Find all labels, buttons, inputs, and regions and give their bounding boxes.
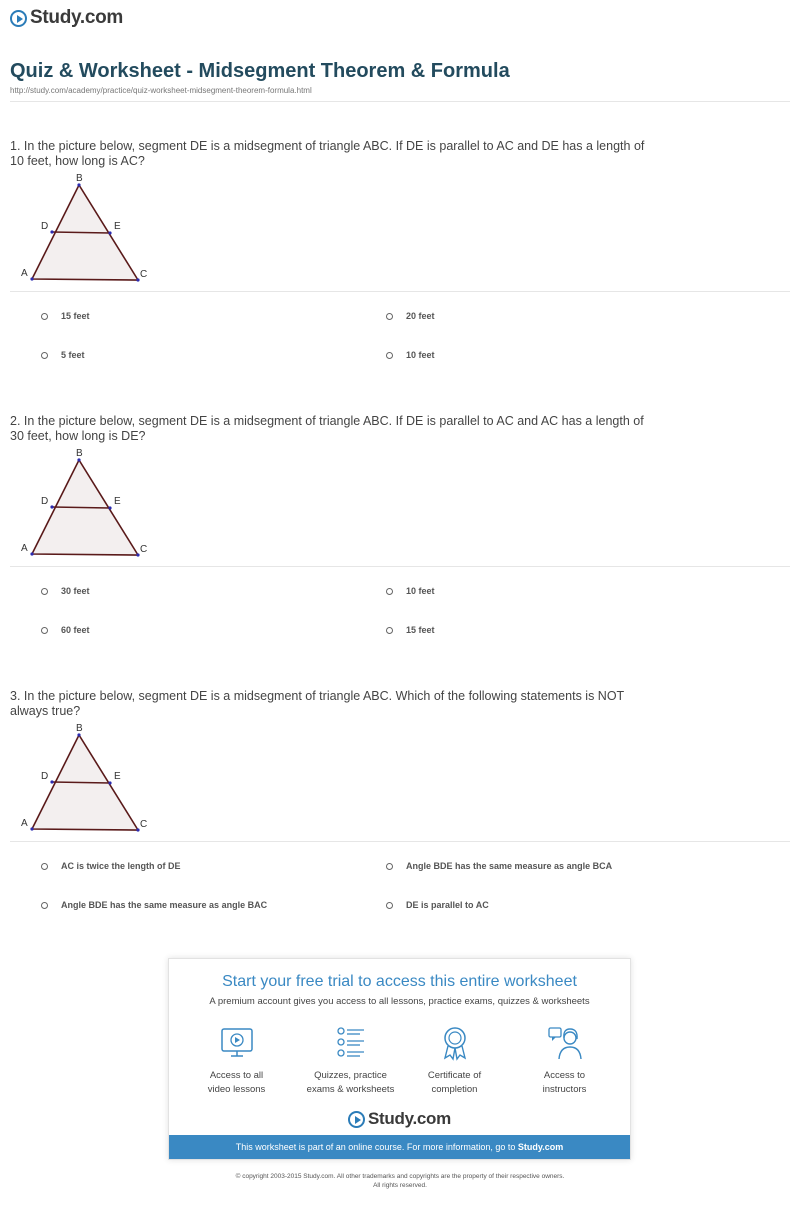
answer-label: 60 feet (61, 625, 90, 635)
feature-label: Certificate of completion (427, 1070, 482, 1095)
answer-label: Angle BDE has the same measure as angle BCA (406, 861, 613, 871)
feature-video-lessons (179, 1025, 294, 1097)
radio-button[interactable] (41, 863, 48, 870)
label-b: B (76, 723, 83, 734)
label-c: C (140, 544, 148, 555)
play-circle-icon (10, 10, 27, 27)
label-a: A (21, 543, 28, 554)
logo-text: Study.com (30, 7, 124, 28)
label-a: A (21, 268, 28, 279)
label-c: C (140, 269, 148, 280)
answer-label: DE is parallel to AC (406, 900, 489, 910)
copyright-line-2: All rights reserved. (373, 1182, 427, 1189)
label-d: D (41, 221, 49, 232)
answer-label: 15 feet (61, 311, 90, 321)
answer-option[interactable] (386, 311, 435, 321)
certificate-icon (437, 1025, 473, 1061)
feature-label: Quizzes, practice exams & worksheets (306, 1070, 395, 1095)
label-e: E (114, 221, 121, 232)
promo-studycom-logo[interactable] (169, 1109, 630, 1129)
answer-option[interactable] (41, 861, 181, 871)
radio-button[interactable] (41, 627, 48, 634)
studycom-link[interactable]: Study.com (517, 1142, 564, 1152)
answer-label: 20 feet (406, 311, 435, 321)
feature-label: Access to instructors (542, 1070, 587, 1095)
answer-option[interactable] (386, 586, 435, 596)
question-3-text: 3. In the picture below, segment DE is a midsegment of triangle ABC. Which of the following statements is NOT always true? (10, 689, 624, 718)
triangle-figure-3 (18, 722, 153, 837)
answer-option[interactable] (386, 625, 435, 635)
radio-button[interactable] (386, 313, 393, 320)
answer-label: AC is twice the length of DE (61, 861, 181, 871)
answer-label: 10 feet (406, 586, 435, 596)
answer-option[interactable] (41, 311, 90, 321)
feature-certificate (397, 1025, 512, 1097)
answer-label: 15 feet (406, 625, 435, 635)
feature-quizzes (293, 1025, 408, 1097)
label-d: D (41, 771, 49, 782)
radio-button[interactable] (41, 588, 48, 595)
radio-button[interactable] (41, 352, 48, 359)
label-c: C (140, 819, 148, 830)
answer-option[interactable] (41, 625, 90, 635)
label-e: E (114, 496, 121, 507)
feature-label: Access to all video lessons (207, 1070, 266, 1095)
divider (10, 566, 790, 567)
answer-label: 10 feet (406, 350, 435, 360)
radio-button[interactable] (386, 863, 393, 870)
divider (10, 291, 790, 292)
promo-logo-text: Study.com (368, 1109, 451, 1128)
question-1-text: 1. In the picture below, segment DE is a midsegment of triangle ABC. If DE is parallel to AC and DE has a length of 10 feet, how long is AC? (10, 139, 645, 168)
play-circle-icon (348, 1111, 365, 1128)
copyright-line-1: © copyright 2003-2015 Study.com. All other trademarks and copyrights are the property of their respective owners. (235, 1173, 565, 1180)
triangle-figure-1 (18, 172, 153, 287)
question-2-text: 2. In the picture below, segment DE is a midsegment of triangle ABC. If DE is parallel to AC and AC has a length of 30 feet, how long is DE? (10, 414, 644, 443)
promo-title[interactable]: Start your free trial to access this entire worksheet (222, 973, 577, 990)
radio-button[interactable] (386, 902, 393, 909)
promo-subtitle: A premium account gives you access to all lessons, practice exams, quizzes & worksheets (209, 996, 590, 1007)
page-title: Quiz & Worksheet - Midsegment Theorem & Formula (10, 60, 510, 82)
triangle-figure-2 (18, 447, 153, 562)
quiz-list-icon (333, 1025, 369, 1061)
label-a: A (21, 818, 28, 829)
radio-button[interactable] (386, 588, 393, 595)
answer-option[interactable] (41, 350, 85, 360)
instructor-icon (547, 1025, 583, 1061)
label-b: B (76, 173, 83, 184)
radio-button[interactable] (41, 313, 48, 320)
page-url: http://study.com/academy/practice/quiz-worksheet-midsegment-theorem-formula.html (10, 86, 312, 95)
answer-label: 5 feet (61, 350, 85, 360)
free-trial-promo (168, 958, 631, 1160)
radio-button[interactable] (41, 902, 48, 909)
radio-button[interactable] (386, 627, 393, 634)
label-e: E (114, 771, 121, 782)
course-info-bar (169, 1135, 630, 1159)
answer-label: Angle BDE has the same measure as angle BAC (61, 900, 268, 910)
answer-option[interactable] (41, 586, 90, 596)
divider (10, 841, 790, 842)
answer-option[interactable] (386, 900, 489, 910)
label-b: B (76, 448, 83, 459)
course-info-text: This worksheet is part of an online course. For more information, go to (235, 1142, 518, 1152)
answer-option[interactable] (386, 350, 435, 360)
studycom-logo[interactable] (10, 7, 123, 29)
copyright (0, 1172, 800, 1190)
radio-button[interactable] (386, 352, 393, 359)
label-d: D (41, 496, 49, 507)
answer-label: 30 feet (61, 586, 90, 596)
answer-option[interactable] (386, 861, 612, 871)
video-lesson-icon (219, 1025, 255, 1061)
divider (10, 101, 790, 102)
answer-option[interactable] (41, 900, 267, 910)
feature-instructors (507, 1025, 622, 1097)
